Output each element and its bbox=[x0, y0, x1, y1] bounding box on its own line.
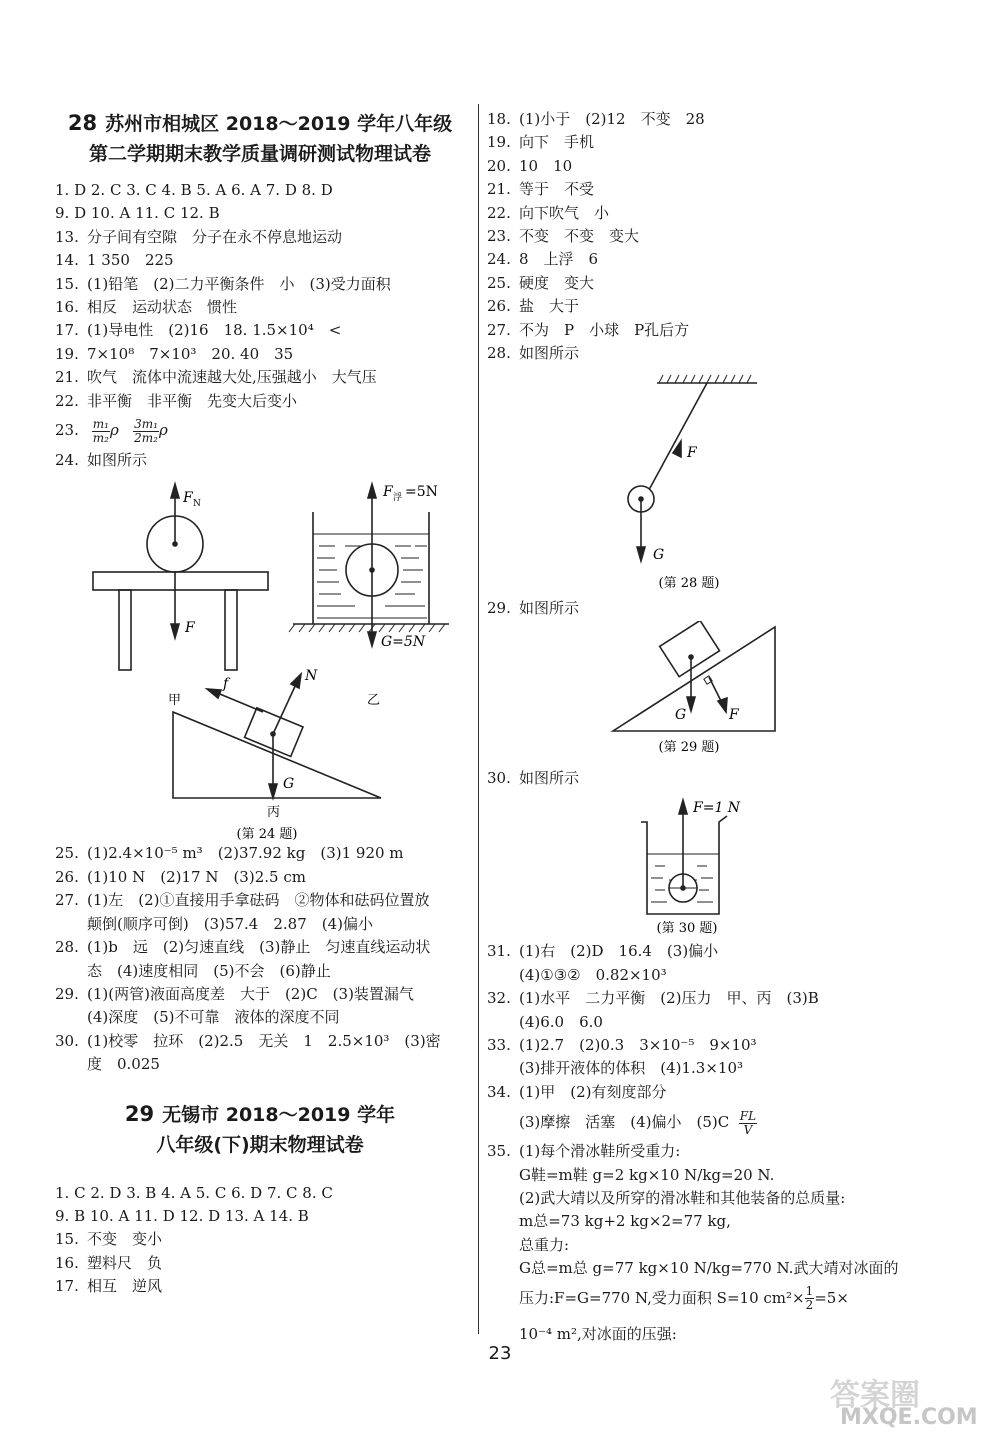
answer-line: G鞋=m鞋 g=2 kg×10 N/kg=20 N. bbox=[519, 1165, 775, 1184]
answer-line: 总重力: bbox=[519, 1235, 570, 1254]
answer-line: 28. (1)b 远 (2)匀速直线 (3)静止 匀速直线运动状 bbox=[55, 938, 431, 957]
force-label-f: F bbox=[185, 620, 195, 637]
section-28-subtitle: 第二学期期末教学质量调研测试物理试卷 bbox=[88, 143, 431, 165]
answer-line: 21. 等于 不受 bbox=[487, 180, 595, 199]
answer-line: 22. 非平衡 非平衡 先变大后变小 bbox=[55, 391, 298, 410]
answer-line: 态 (4)速度相同 (5)不会 (6)静止 bbox=[87, 961, 331, 980]
answer-line: 28. 如图所示 bbox=[487, 344, 580, 363]
answer-line: 21. 吹气 流体中流速越大处,压强越小 大气压 bbox=[55, 368, 377, 387]
answer-line: 19. 向下 手机 bbox=[487, 133, 595, 152]
answer-line: 颠倒(顺序可倒) (3)57.4 2.87 (4)偏小 bbox=[87, 914, 373, 933]
answer-line: 16. 塑料尺 负 bbox=[55, 1253, 163, 1272]
svg-text:浮: 浮 bbox=[393, 493, 403, 504]
figure-24-a bbox=[93, 484, 268, 670]
figure-30 bbox=[487, 790, 927, 940]
answer-35-pressure: 压力:F=G=770 N,受力面积 S=10 cm²× $\frac{1}{2}=5\times$ bbox=[519, 1284, 849, 1313]
answer-34-b: (3)摩擦 活塞 (4)偏小 (5)C $\frac{FL}{V}$ bbox=[519, 1108, 757, 1137]
answer-line: 24. 8 上浮 6 bbox=[487, 250, 599, 269]
section-28-title: 28 苏州市相城区 2018～2019 学年八年级 bbox=[67, 111, 453, 135]
answer-line: 17. 相互 逆风 bbox=[55, 1277, 163, 1296]
answer-line: 17. (1)导电性 (2)16 18. 1.5×10⁴ < bbox=[55, 321, 342, 340]
answer-line: 30. (1)校零 拉环 (2)2.5 无关 1 2.5×10³ (3)密 bbox=[55, 1031, 441, 1050]
left-column bbox=[55, 108, 465, 1299]
section-29-number: 29 bbox=[124, 1101, 155, 1126]
watermark-text: MXQE.COM bbox=[840, 1405, 978, 1430]
fraction: $\frac{1}{2}$ bbox=[805, 1284, 814, 1313]
answer-line: 35. (1)每个滑冰鞋所受重力: bbox=[487, 1142, 681, 1161]
answer-line: 31. (1)右 (2)D 16.4 (3)偏小 bbox=[487, 942, 719, 961]
answer-line: 1. C 2. D 3. B 4. A 5. C 6. D 7. C 8. C bbox=[55, 1183, 333, 1202]
answer-line: 23. 不变 不变 变大 bbox=[487, 227, 640, 246]
force-label-pressure: F bbox=[729, 706, 739, 723]
answer-29: 29. 如图所示 bbox=[487, 599, 580, 618]
answer-24: 24. 如图所示 bbox=[55, 451, 148, 470]
force-label-buoyancy: F bbox=[383, 484, 393, 501]
answer-line: (4)深度 (5)不可靠 液体的深度不同 bbox=[87, 1008, 340, 1027]
answer-line: 20. 10 10 bbox=[487, 156, 573, 175]
answer-line: 14. 1 350 225 bbox=[55, 251, 174, 270]
svg-text:答案圈: 答案圈 bbox=[830, 1378, 920, 1413]
answer-line: 15. 不变 变小 bbox=[55, 1230, 163, 1249]
figure-24 bbox=[55, 472, 465, 842]
svg-text:=5N: =5N bbox=[405, 484, 438, 501]
column-divider bbox=[478, 104, 479, 1334]
answer-line: 25. (1)2.4×10⁻⁵ m³ (2)37.92 kg (3)1 920 m bbox=[55, 844, 404, 863]
force-label-normal: N bbox=[305, 668, 318, 685]
answer-line: (2)武大靖以及所穿的滑冰鞋和其他装备的总质量: bbox=[519, 1188, 846, 1207]
fraction: $\frac{\text{3m₁}}{\text{2m₂}}$ bbox=[134, 416, 158, 445]
answer-line: 26. (1)10 N (2)17 N (3)2.5 cm bbox=[55, 867, 306, 886]
force-label-g: G bbox=[675, 706, 687, 723]
figure-28-caption: (第 28 题) bbox=[658, 576, 720, 592]
figure-30-caption: (第 30 题) bbox=[656, 921, 718, 937]
section-28-number: 28 bbox=[67, 111, 98, 135]
answer-line: 26. 盐 大于 bbox=[487, 297, 580, 316]
answer-23: 23. $\frac{\text{m₁}}{\text{m₂}}\rho$ $\frac{\text{3m₁}}{\text{2m₂}}\rho$ bbox=[55, 416, 168, 445]
answer-line: 度 0.025 bbox=[87, 1055, 160, 1074]
answer-line: 19. 7×10⁸ 7×10³ 20. 40 35 bbox=[55, 344, 294, 363]
force-label-fn: F bbox=[183, 490, 193, 507]
answer-line: 27. 不为 P 小球 P孔后方 bbox=[487, 320, 690, 339]
force-label-tension: F bbox=[687, 445, 697, 462]
answer-line: 33. (1)2.7 (2)0.3 3×10⁻⁵ 9×10³ bbox=[487, 1035, 757, 1054]
page-number: 23 bbox=[488, 1343, 512, 1364]
answer-line: 1. D 2. C 3. C 4. B 5. A 6. A 7. D 8. D bbox=[55, 181, 333, 199]
answer-line: (4)①③② 0.82×10³ bbox=[519, 965, 667, 984]
figure-label-a: 甲 bbox=[168, 693, 182, 709]
figure-24-caption: (第 24 题) bbox=[236, 827, 298, 843]
figure-24-c bbox=[173, 674, 381, 798]
answer-line: 25. 硬度 变大 bbox=[487, 273, 595, 292]
answer-line: 18. (1)小于 (2)12 不变 28 bbox=[487, 110, 705, 128]
section-29-subtitle: 八年级(下)期末物理试卷 bbox=[156, 1133, 364, 1156]
figure-29 bbox=[487, 621, 927, 761]
answer-line: (4)6.0 6.0 bbox=[519, 1012, 603, 1031]
answer-line: 34. (1)甲 (2)有刻度部分 bbox=[487, 1082, 667, 1101]
answer-line: 22. 向下吹气 小 bbox=[487, 203, 610, 222]
answer-line: 27. (1)左 (2)①直接用手拿砝码 ②物体和砝码位置放 bbox=[55, 891, 430, 910]
answer-line: 9. B 10. A 11. D 12. D 13. A 14. B bbox=[55, 1206, 309, 1225]
answer-line: 29. (1)(两管)液面高度差 大于 (2)C (3)装置漏气 bbox=[55, 984, 414, 1003]
force-label-g5: G=5N bbox=[381, 634, 426, 651]
figure-label-c: 丙 bbox=[267, 805, 281, 821]
fraction: $\frac{FL}{V}$ bbox=[739, 1108, 757, 1137]
answer-line: G总=m总 g=77 kg×10 N/kg=770 N.武大靖对冰面的 bbox=[519, 1259, 899, 1278]
section-29-title: 29 无锡市 2018～2019 学年 bbox=[124, 1101, 396, 1126]
force-label-f1n: F=1 N bbox=[693, 800, 741, 817]
answer-line: 13. 分子间有空隙 分子在永不停息地运动 bbox=[55, 227, 343, 246]
figure-29-caption: (第 29 题) bbox=[658, 739, 720, 755]
figure-24-b bbox=[289, 484, 449, 646]
figure-label-b: 乙 bbox=[367, 693, 381, 709]
figure-28 bbox=[487, 365, 927, 595]
answer-line: 15. (1)铅笔 (2)二力平衡条件 小 (3)受力面积 bbox=[55, 274, 391, 293]
answer-line: (3)排开液体的体积 (4)1.3×10³ bbox=[519, 1059, 744, 1078]
svg-text:N: N bbox=[193, 499, 201, 510]
answer-line: 9. D 10. A 11. C 12. B bbox=[55, 204, 220, 223]
force-label-g: G bbox=[283, 776, 295, 793]
answer-30: 30. 如图所示 bbox=[487, 768, 580, 787]
force-label-g: G bbox=[653, 547, 665, 564]
answer-line: m总=73 kg+2 kg×2=77 kg, bbox=[519, 1212, 731, 1231]
answer-line: 32. (1)水平 二力平衡 (2)压力 甲、丙 (3)B bbox=[487, 989, 819, 1008]
right-column bbox=[487, 108, 927, 1346]
answer-line: 16. 相反 运动状态 惯性 bbox=[55, 298, 238, 317]
fraction: $\frac{\text{m₁}}{\text{m₂}}$ bbox=[92, 416, 109, 445]
force-label-friction: f bbox=[223, 676, 229, 693]
answer-35-last: 10⁻⁴ m²,对冰面的压强: bbox=[519, 1324, 677, 1343]
